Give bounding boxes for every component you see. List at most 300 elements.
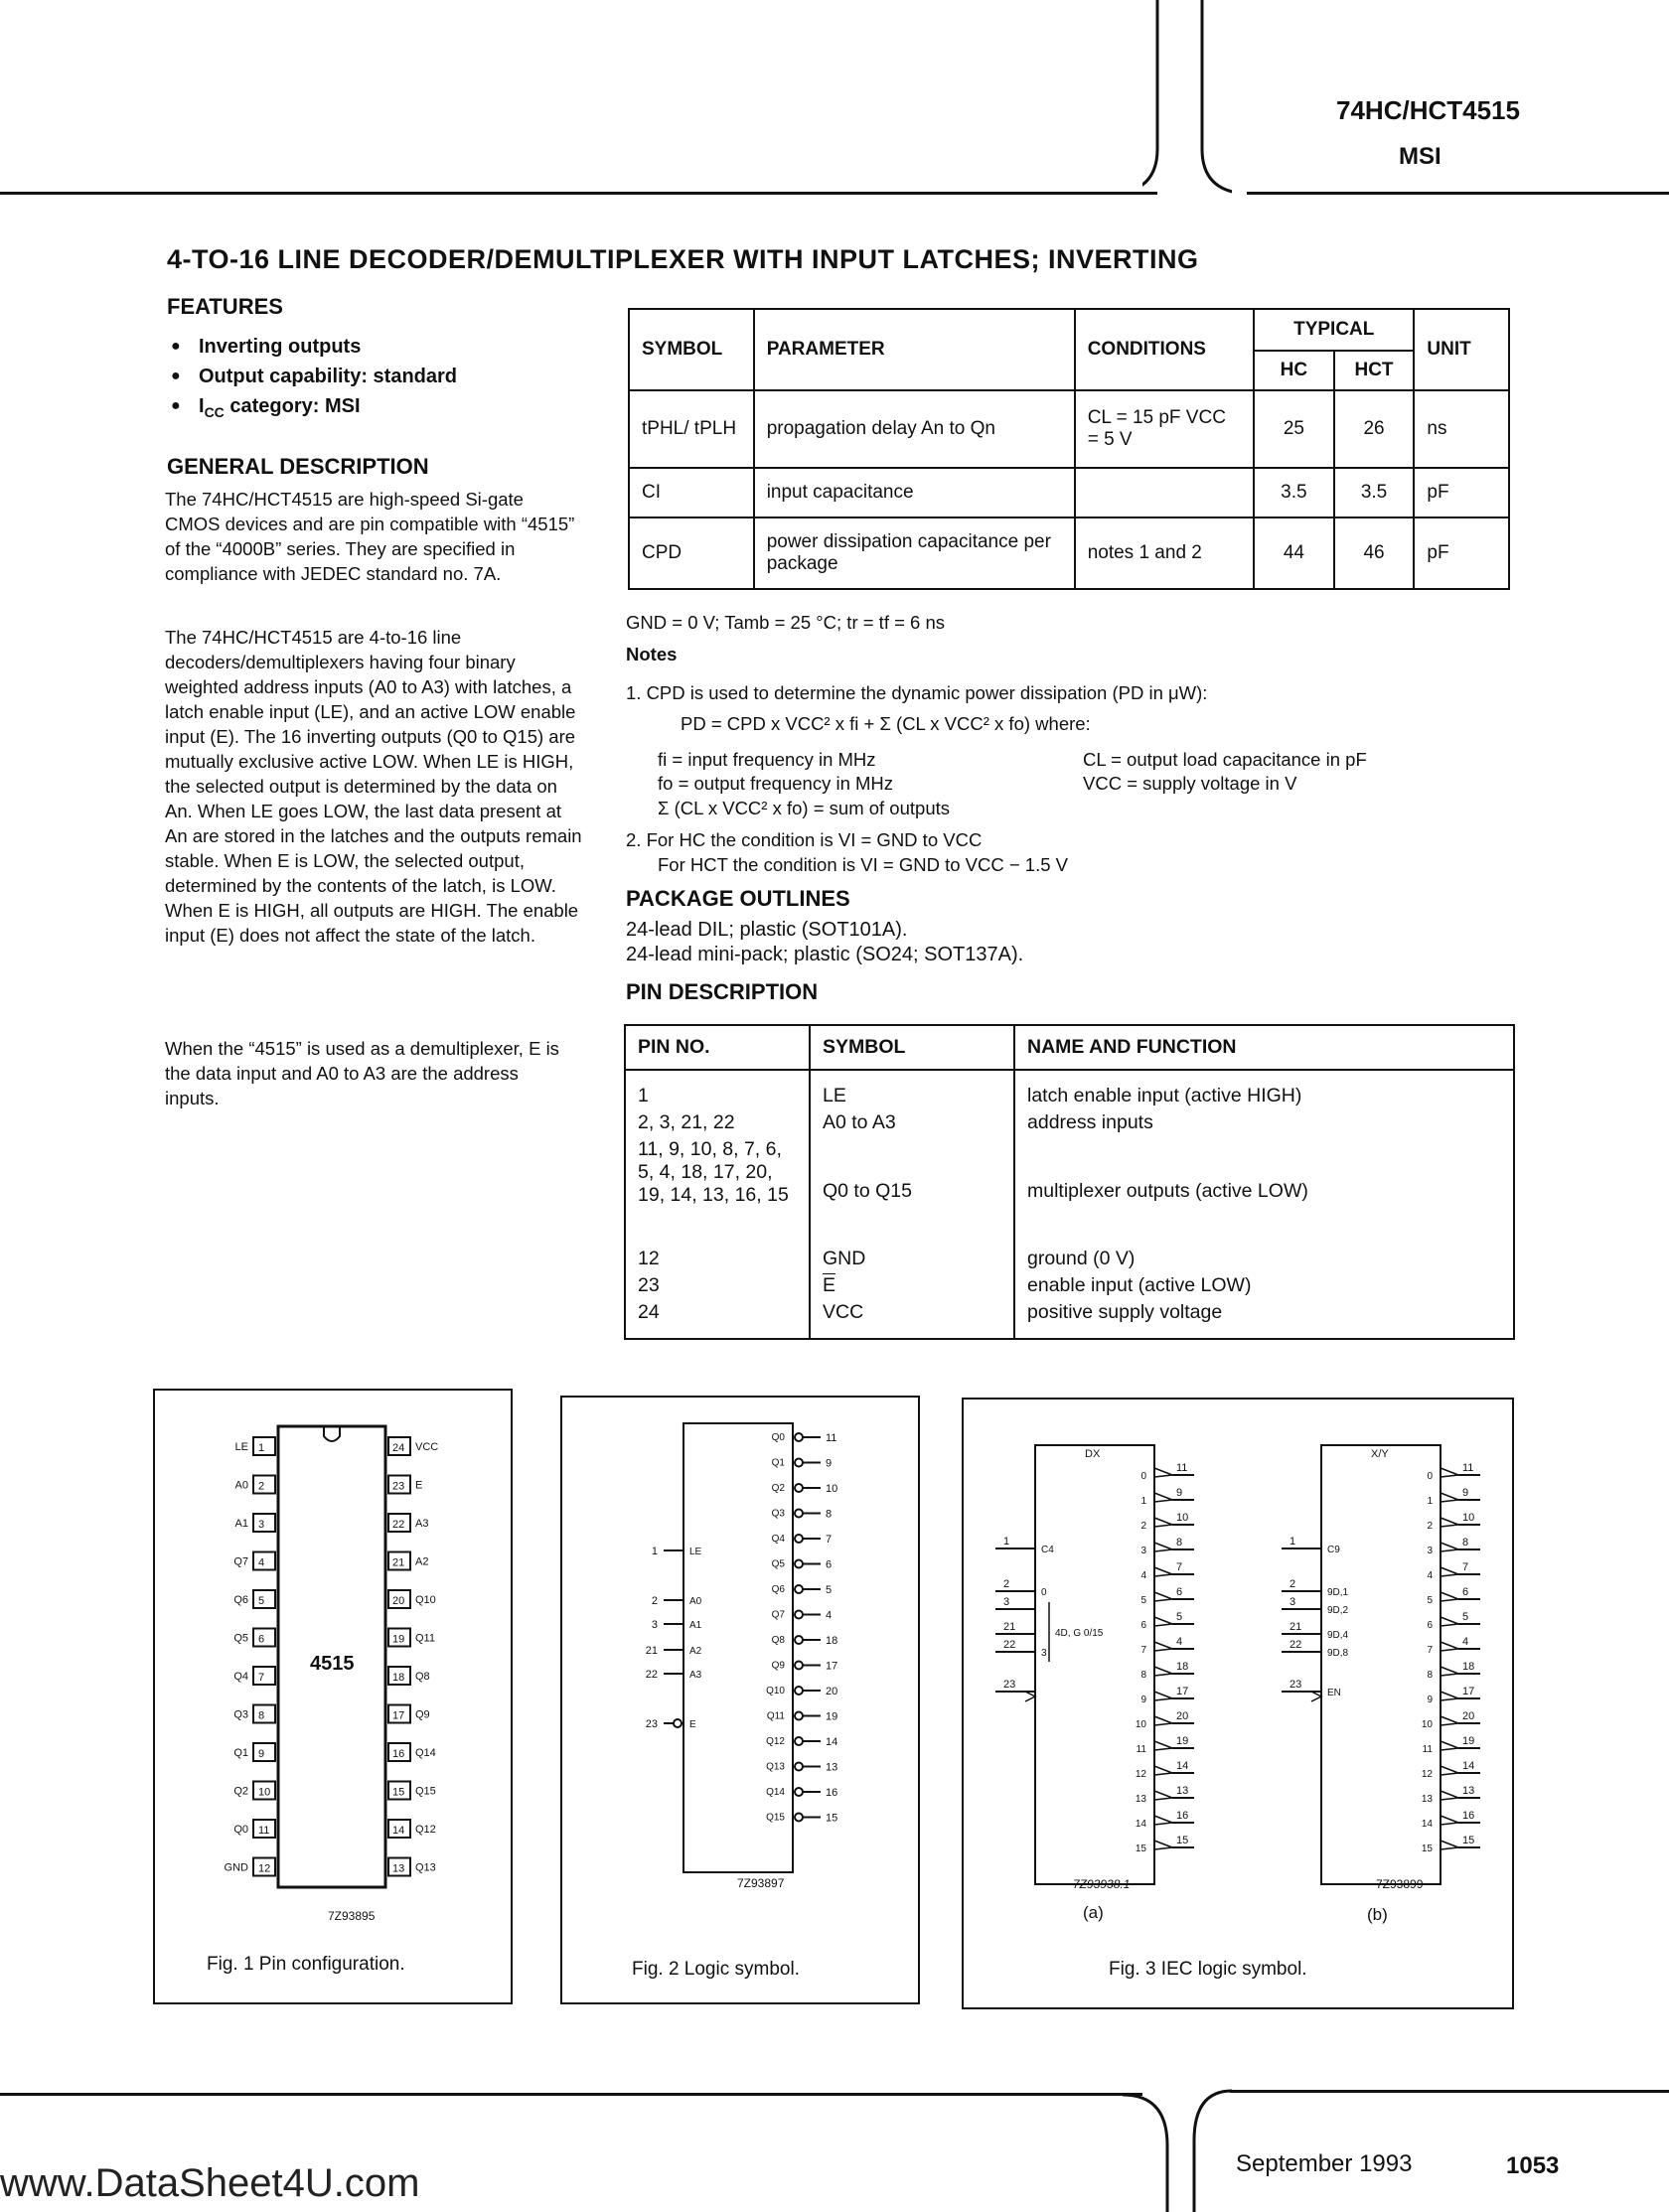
pin-number-right: 20 (392, 1595, 405, 1607)
general-heading: GENERAL DESCRIPTION (167, 454, 429, 479)
fig1-code: 7Z93895 (328, 1909, 376, 1923)
output-label: Q5 (771, 1558, 785, 1570)
input-pin-number: 22 (645, 1669, 658, 1681)
iec-output-pin-b: 10 (1462, 1512, 1475, 1524)
pin-label-right: Q12 (415, 1824, 436, 1836)
pin-label-right: VCC (415, 1441, 439, 1453)
pin-number-right: 16 (392, 1748, 405, 1760)
pin-label-left: LE (234, 1441, 248, 1453)
output-label: Q3 (771, 1508, 785, 1520)
output-bubble (795, 1433, 803, 1441)
iec-output-pin-a: 16 (1176, 1810, 1189, 1822)
iec-output-pin-a: 7 (1176, 1561, 1183, 1573)
iec-input-pin-a: 2 (1003, 1578, 1010, 1590)
iec-input-pin-b: 22 (1290, 1639, 1302, 1651)
features-heading: FEATURES (167, 294, 283, 319)
pin-cell: GND (810, 1246, 1014, 1272)
iec-output-pin-a: 10 (1176, 1512, 1189, 1524)
spec-cell: pF (1414, 468, 1509, 517)
output-label: Q1 (771, 1457, 785, 1469)
pin-number-left: 7 (258, 1672, 265, 1684)
pin-label-right: A3 (415, 1518, 429, 1530)
spec-cell: CL = 15 pF VCC = 5 V (1075, 390, 1254, 468)
iec-mid-label-a: 4D, G 0/15 (1055, 1628, 1104, 1639)
input-pin-number: 23 (645, 1718, 658, 1730)
output-bubble (795, 1585, 803, 1593)
iec-output-index-b: 6 (1427, 1620, 1433, 1631)
pin-number-left: 12 (258, 1862, 271, 1875)
spec-cell (1075, 468, 1254, 517)
iec-output-triangle-a (1154, 1667, 1172, 1676)
output-bubble (795, 1687, 803, 1695)
iec-input-label-b: 9D,1 (1327, 1587, 1349, 1598)
iec-output-pin-b: 13 (1462, 1785, 1475, 1797)
spec-cell: 46 (1334, 517, 1415, 589)
output-bubble (795, 1662, 803, 1670)
footer-rule-left (0, 2093, 1142, 2096)
output-pin-number: 8 (826, 1508, 833, 1521)
iec-output-triangle-a (1154, 1816, 1172, 1825)
iec-output-triangle-b (1441, 1667, 1458, 1676)
package-line-2: 24-lead mini-pack; plastic (SO24; SOT137A). (626, 944, 1024, 965)
category-label: MSI (1399, 143, 1441, 170)
pin-label-left: Q4 (233, 1671, 248, 1683)
iec-output-triangle-a (1154, 1766, 1172, 1775)
feature-item: ● Inverting outputs (199, 332, 457, 362)
note-sum: Σ (CL x VCC² x fo) = sum of outputs (658, 798, 950, 818)
spec-header-hc: HC (1254, 351, 1334, 390)
input-pin-number: 21 (645, 1645, 658, 1657)
footer-page: 1053 (1506, 2152, 1560, 2179)
page-title: 4-TO-16 LINE DECODER/DEMULTIPLEXER WITH INPUT LATCHES; INVERTING (167, 244, 1199, 274)
fig3-a-code: 7Z93938.1 (1073, 1877, 1131, 1891)
iec-output-pin-b: 5 (1462, 1611, 1469, 1623)
iec-input-label-b: EN (1327, 1688, 1341, 1698)
spec-header-typical: TYPICAL (1254, 309, 1414, 351)
output-label: Q0 (771, 1432, 785, 1443)
iec-output-triangle-b (1441, 1518, 1458, 1527)
spec-header-symbol: SYMBOL (629, 309, 754, 390)
pin-label-left: Q2 (233, 1785, 248, 1798)
iec-output-triangle-a (1154, 1716, 1172, 1725)
pin-cell: LE (810, 1070, 1014, 1109)
fig2-caption: Fig. 2 Logic symbol. (632, 1959, 800, 1980)
negation-bubble (674, 1719, 682, 1727)
pin-label-left: GND (224, 1861, 248, 1874)
iec-output-pin-b: 17 (1462, 1686, 1475, 1697)
iec-input-pin-a: 23 (1003, 1679, 1016, 1691)
iec-output-triangle-b (1441, 1716, 1458, 1725)
pin-number-left: 3 (258, 1519, 265, 1531)
output-bubble (795, 1535, 803, 1543)
iec-title-b: X/Y (1371, 1448, 1389, 1460)
iec-output-triangle-b (1441, 1592, 1458, 1601)
spec-cell: CI (629, 468, 754, 517)
iec-output-index-a: 6 (1140, 1620, 1146, 1631)
pin-number-left: 11 (258, 1825, 270, 1837)
note-1: 1. CPD is used to determine the dynamic power dissipation (PD in μW): (626, 682, 1208, 703)
pin-number-left: 10 (258, 1786, 271, 1799)
pin-cell: 1 (625, 1070, 810, 1109)
pin-number-left: 8 (258, 1709, 265, 1722)
iec-output-index-a: 7 (1140, 1645, 1146, 1656)
iec-output-triangle-b (1441, 1617, 1458, 1626)
iec-output-index-b: 11 (1422, 1744, 1433, 1755)
output-label: Q11 (766, 1710, 785, 1722)
iec-output-index-b: 2 (1427, 1521, 1433, 1532)
pin-label-right: A2 (415, 1555, 429, 1568)
iec-output-pin-b: 6 (1462, 1586, 1469, 1598)
header-rule-left (0, 192, 1157, 195)
iec-input-label-b: 9D,4 (1327, 1630, 1349, 1641)
pin-label-right: Q15 (415, 1785, 436, 1798)
output-pin-number: 5 (826, 1584, 833, 1596)
pin-cell: ground (0 V) (1027, 1248, 1136, 1269)
output-label: Q9 (771, 1660, 785, 1672)
package-line-1: 24-lead DIL; plastic (SOT101A). (626, 919, 908, 941)
output-label: Q4 (771, 1534, 785, 1545)
iec-output-triangle-b (1441, 1692, 1458, 1700)
iec-input-label-b: 9D,8 (1327, 1648, 1349, 1659)
iec-output-pin-b: 16 (1462, 1810, 1475, 1822)
input-label: LE (689, 1547, 702, 1557)
iec-output-index-b: 10 (1421, 1719, 1433, 1730)
output-pin-number: 16 (826, 1787, 838, 1799)
iec-output-index-a: 1 (1140, 1496, 1146, 1507)
spec-header-conditions: CONDITIONS (1075, 309, 1254, 390)
iec-output-pin-a: 11 (1176, 1462, 1188, 1474)
iec-output-triangle-b (1441, 1567, 1458, 1576)
output-label: Q8 (771, 1635, 785, 1646)
pin-number-right: 21 (392, 1556, 405, 1569)
iec-output-pin-a: 15 (1176, 1835, 1189, 1846)
output-bubble (795, 1510, 803, 1518)
iec-en-arrow-b (1311, 1692, 1321, 1701)
iec-output-triangle-a (1154, 1791, 1172, 1800)
iec-input-label-a: 0 (1041, 1587, 1047, 1598)
iec-en-arrow-a (1025, 1692, 1035, 1701)
pin-label-right: Q11 (415, 1632, 435, 1645)
pin-label-right: E (415, 1479, 423, 1492)
iec-output-index-a: 8 (1140, 1670, 1146, 1681)
spec-header-hct: HCT (1334, 351, 1415, 390)
iec-output-triangle-a (1154, 1518, 1172, 1527)
package-heading: PACKAGE OUTLINES (626, 886, 850, 911)
input-label: A1 (689, 1620, 702, 1631)
input-label: A3 (689, 1670, 702, 1681)
pin-label-left: Q1 (233, 1747, 248, 1759)
iec-output-pin-a: 19 (1176, 1735, 1189, 1747)
pin-number-right: 23 (392, 1480, 405, 1493)
iec-output-triangle-a (1154, 1617, 1172, 1626)
input-pin-number: 2 (651, 1595, 658, 1607)
icc-prefix: I (199, 395, 205, 417)
output-bubble (795, 1737, 803, 1745)
iec-output-triangle-b (1441, 1741, 1458, 1750)
output-bubble (795, 1636, 803, 1644)
iec-input-pin-b: 23 (1290, 1679, 1302, 1691)
iec-output-index-a: 2 (1140, 1521, 1146, 1532)
features-list (169, 332, 457, 427)
general-p3: When the “4515” is used as a demultiplexer, E is the data input and A0 to A3 are the address inputs. (165, 1038, 559, 1108)
iec-input-pin-b: 2 (1290, 1578, 1296, 1590)
output-bubble (795, 1459, 803, 1467)
pin-cell: latch enable input (active HIGH) (1027, 1085, 1302, 1106)
iec-output-index-b: 15 (1421, 1843, 1433, 1854)
iec-title-a: DX (1085, 1448, 1101, 1460)
pin-header-symbol: SYMBOL (810, 1025, 1014, 1070)
iec-output-pin-a: 6 (1176, 1586, 1183, 1598)
iec-output-triangle-b (1441, 1816, 1458, 1825)
spec-cell: notes 1 and 2 (1075, 517, 1254, 589)
iec-output-triangle-b (1441, 1766, 1458, 1775)
icc-sub: CC (204, 404, 225, 420)
pin-label-left: Q6 (233, 1594, 248, 1606)
output-pin-number: 15 (826, 1812, 838, 1825)
output-label: Q2 (771, 1483, 785, 1494)
iec-output-index-b: 3 (1427, 1546, 1433, 1556)
output-bubble (795, 1814, 803, 1822)
output-pin-number: 17 (826, 1660, 838, 1673)
output-bubble (795, 1712, 803, 1720)
pin-number-left: 4 (258, 1556, 265, 1569)
pin-header-no: PIN NO. (625, 1025, 810, 1070)
iec-output-index-a: 11 (1136, 1744, 1146, 1755)
dip-notch (324, 1426, 340, 1441)
header-curve (1142, 0, 1232, 199)
iec-output-index-b: 1 (1427, 1496, 1433, 1507)
chip-label: 4515 (310, 1653, 355, 1675)
output-label: Q10 (766, 1686, 785, 1696)
iec-output-triangle-a (1154, 1493, 1172, 1502)
pin-label-right: Q14 (415, 1747, 436, 1759)
output-bubble (795, 1560, 803, 1568)
output-pin-number: 4 (826, 1609, 833, 1622)
iec-output-triangle-a (1154, 1692, 1172, 1700)
iec-output-index-b: 9 (1427, 1695, 1433, 1705)
pin-cell: $\overline{E}$ (810, 1272, 1014, 1299)
output-bubble (795, 1611, 803, 1619)
iec-output-index-a: 13 (1135, 1794, 1146, 1805)
pin-cell: Q0 to Q15 (810, 1136, 1014, 1246)
input-pin-number: 3 (651, 1619, 658, 1631)
pin-cell: positive supply voltage (1027, 1301, 1223, 1323)
iec-output-triangle-b (1441, 1543, 1458, 1551)
iec-output-triangle-b (1441, 1841, 1458, 1849)
iec-output-index-b: 5 (1427, 1595, 1433, 1606)
iec-output-triangle-a (1154, 1741, 1172, 1750)
iec-output-index-a: 0 (1140, 1471, 1146, 1482)
pin-label-left: A1 (234, 1518, 248, 1530)
iec-output-pin-a: 13 (1176, 1785, 1189, 1797)
note-fi: fi = input frequency in MHz (658, 749, 876, 770)
iec-input-pin-b: 21 (1290, 1621, 1302, 1633)
iec-output-pin-a: 18 (1176, 1661, 1189, 1673)
output-pin-number: 11 (826, 1432, 837, 1444)
header-rule-right (1247, 192, 1669, 195)
iec-output-triangle-b (1441, 1468, 1458, 1477)
iec-output-pin-b: 4 (1462, 1636, 1469, 1648)
note-2a: 2. For HC the condition is VI = GND to VCC (626, 829, 983, 850)
iec-output-index-b: 8 (1427, 1670, 1433, 1681)
fig3-b-code: 7Z93899 (1376, 1877, 1424, 1891)
pin-label-left: Q7 (233, 1555, 248, 1568)
iec-output-pin-b: 19 (1462, 1735, 1475, 1747)
spec-table (628, 308, 1510, 590)
iec-output-index-a: 4 (1140, 1570, 1146, 1581)
iec-output-index-a: 3 (1140, 1546, 1146, 1556)
input-pin-number: 1 (651, 1546, 658, 1557)
iec-output-triangle-a (1154, 1592, 1172, 1601)
iec-output-pin-a: 20 (1176, 1710, 1189, 1722)
pin-label-left: Q0 (233, 1824, 248, 1836)
input-label: A2 (689, 1646, 702, 1657)
pin-header-name: NAME AND FUNCTION (1014, 1025, 1514, 1070)
spec-cell: power dissipation capacitance per package (754, 517, 1075, 589)
spec-header-parameter: PARAMETER (754, 309, 1075, 390)
pin-label-right: Q13 (415, 1861, 436, 1874)
iec-output-pin-b: 18 (1462, 1661, 1475, 1673)
input-label: E (689, 1719, 696, 1730)
conditions-line: GND = 0 V; Tamb = 25 °C; tr = tf = 6 ns (626, 612, 946, 633)
output-label: Q7 (771, 1609, 785, 1621)
footer-rule-right (1230, 2090, 1669, 2093)
spec-cell: tPHL/ tPLH (629, 390, 754, 468)
iec-output-triangle-a (1154, 1567, 1172, 1576)
iec-input-pin-a: 3 (1003, 1596, 1010, 1608)
pin-label-left: Q3 (233, 1708, 248, 1721)
pin-table (624, 1024, 1515, 1340)
iec-output-pin-b: 7 (1462, 1561, 1469, 1573)
output-bubble (795, 1484, 803, 1492)
iec-output-index-b: 14 (1421, 1819, 1433, 1830)
iec-output-triangle-b (1441, 1493, 1458, 1502)
iec-output-pin-b: 14 (1462, 1760, 1475, 1772)
output-pin-number: 7 (826, 1534, 833, 1546)
spec-cell: 3.5 (1254, 468, 1334, 517)
pin-desc-heading: PIN DESCRIPTION (626, 979, 819, 1004)
iec-output-pin-a: 9 (1176, 1487, 1183, 1499)
iec-output-triangle-a (1154, 1642, 1172, 1651)
pin-cell: 23 (625, 1272, 810, 1299)
pin-cell: address inputs (1027, 1111, 1153, 1133)
iec-output-pin-a: 5 (1176, 1611, 1183, 1623)
iec-output-pin-b: 8 (1462, 1537, 1469, 1548)
output-pin-number: 14 (826, 1736, 838, 1748)
fig2-logic-symbol (560, 1396, 916, 1912)
iec-output-index-a: 15 (1135, 1843, 1146, 1854)
output-label: Q15 (766, 1812, 785, 1824)
iec-input-pin-a: 21 (1003, 1621, 1016, 1633)
pin-number-right: 14 (392, 1825, 405, 1837)
pin-cell: VCC (810, 1299, 1014, 1339)
output-pin-number: 9 (826, 1457, 833, 1470)
iec-output-triangle-b (1441, 1791, 1458, 1800)
pin-number-left: 6 (258, 1633, 265, 1646)
iec-output-index-a: 9 (1140, 1695, 1146, 1705)
input-label: A0 (689, 1596, 702, 1607)
pin-cell: 2, 3, 21, 22 (625, 1109, 810, 1136)
pin-number-left: 9 (258, 1748, 265, 1760)
iec-output-index-a: 5 (1140, 1595, 1146, 1606)
iec-input-label-b: C9 (1327, 1545, 1340, 1555)
note-fo: fo = output frequency in MHz (658, 773, 894, 794)
notes-heading: Notes (626, 644, 678, 664)
pin-number-right: 17 (392, 1709, 405, 1722)
pin-cell: A0 to A3 (810, 1109, 1014, 1136)
general-p1: The 74HC/HCT4515 are high-speed Si-gate CMOS devices and are pin compatible with “4515” of the “4000B” series. They are specified in compliance with JEDEC standard no. 7A. (165, 489, 575, 584)
spec-cell: pF (1414, 517, 1509, 589)
pin-cell: multiplexer outputs (active LOW) (1027, 1179, 1308, 1202)
pin-label-right: Q9 (415, 1708, 430, 1721)
iec-output-pin-b: 9 (1462, 1487, 1469, 1499)
footer-website[interactable]: www.DataSheet4U.com (0, 2161, 420, 2205)
iec-output-index-a: 12 (1135, 1769, 1146, 1780)
output-pin-number: 6 (826, 1558, 833, 1571)
output-pin-number: 19 (826, 1710, 838, 1723)
output-pin-number: 13 (826, 1761, 838, 1774)
iec-output-index-b: 4 (1427, 1570, 1433, 1581)
footer-date: September 1993 (1236, 2150, 1413, 2177)
iec-output-index-a: 14 (1135, 1819, 1146, 1830)
iec-output-triangle-a (1154, 1841, 1172, 1849)
pin-label-right: Q10 (415, 1594, 436, 1606)
iec-input-label-a: 3 (1041, 1648, 1047, 1659)
icc-rest: category: MSI (224, 395, 361, 417)
fig2-code: 7Z93897 (737, 1876, 785, 1890)
fig3-b-label: (b) (1367, 1905, 1388, 1924)
fig1-caption: Fig. 1 Pin configuration. (207, 1954, 405, 1975)
output-pin-number: 20 (826, 1686, 838, 1697)
fig1-pin-diagram (153, 1389, 509, 1945)
iec-input-pin-b: 3 (1290, 1596, 1296, 1608)
spec-cell: 3.5 (1334, 468, 1415, 517)
pin-number-right: 18 (392, 1672, 405, 1684)
pin-number-right: 19 (392, 1633, 405, 1646)
feature-item: ● Output capability: standard (199, 362, 457, 391)
iec-output-index-b: 0 (1427, 1471, 1433, 1482)
iec-output-triangle-b (1441, 1642, 1458, 1651)
output-pin-number: 10 (826, 1483, 838, 1495)
iec-output-pin-a: 4 (1176, 1636, 1183, 1648)
pin-cell: 12 (625, 1246, 810, 1272)
pin-cell: enable input (active LOW) (1027, 1274, 1252, 1296)
iec-output-pin-a: 17 (1176, 1686, 1189, 1697)
pin-number-left: 1 (258, 1442, 265, 1454)
iec-output-pin-b: 11 (1462, 1462, 1474, 1474)
spec-cell: 25 (1254, 390, 1334, 468)
pin-number-left: 5 (258, 1595, 265, 1607)
output-label: Q13 (766, 1761, 785, 1773)
iec-input-pin-a: 22 (1003, 1639, 1016, 1651)
iec-output-pin-a: 14 (1176, 1760, 1189, 1772)
pin-number-right: 15 (392, 1786, 405, 1799)
iec-output-index-b: 13 (1421, 1794, 1433, 1805)
iec-input-label-a: C4 (1041, 1545, 1054, 1555)
fig3-iec-symbol (962, 1398, 1510, 1914)
pin-number-left: 2 (258, 1480, 265, 1493)
iec-input-label-b: 9D,2 (1327, 1605, 1349, 1616)
footer-curve (1123, 2086, 1232, 2212)
fig3-caption: Fig. 3 IEC logic symbol. (1109, 1959, 1307, 1980)
iec-output-triangle-a (1154, 1543, 1172, 1551)
output-label: Q6 (771, 1584, 785, 1595)
spec-cell: 44 (1254, 517, 1334, 589)
spec-cell: ns (1414, 390, 1509, 468)
feature-item (199, 391, 457, 427)
spec-cell: input capacitance (754, 468, 1075, 517)
general-p2: The 74HC/HCT4515 are 4-to-16 line decoders/demultiplexers having four binary weighted address inputs (A0 to A3) with latches, a latch enable input (LE), and an active LOW enable input (E). The 16 inverting outputs (Q0 to Q15) are mutually exclusive active LOW. When LE is HIGH, the selected output is determined by the data on An. When LE goes LOW, the last data present at An are stored in the latches and the outputs remain stable. When E is LOW, the selected output, determined by the contents of the latch, is LOW. When E is HIGH, all outputs are HIGH. The enable input (E) does not affect the state of the latch. (165, 627, 582, 946)
